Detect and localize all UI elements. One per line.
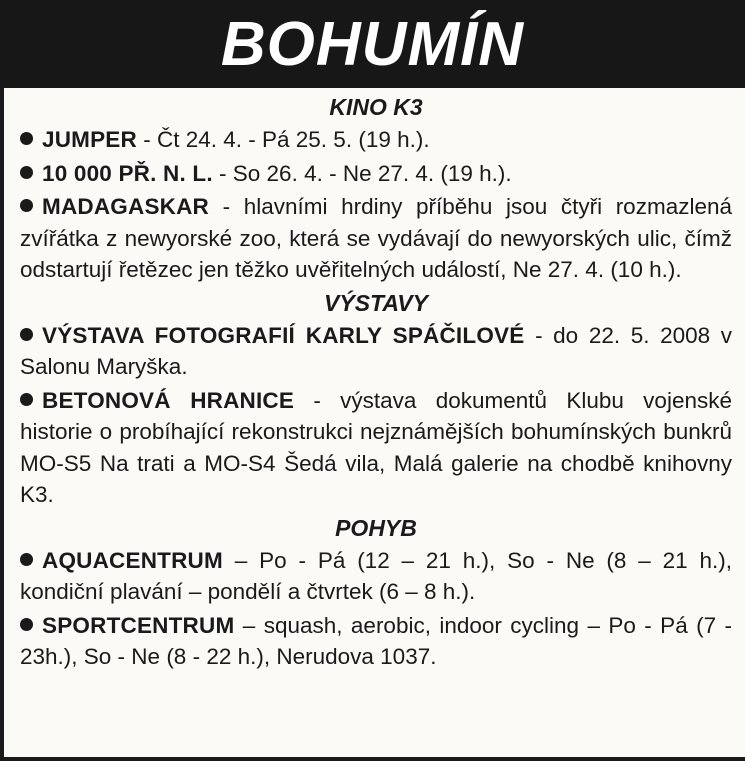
event-details: - So 26. 4. - Ne 27. 4. (19 h.). (212, 160, 512, 186)
list-item (20, 385, 732, 511)
listings (20, 92, 732, 675)
event-details: – Po - Pá (12 – 21 h.), So - Ne (8 – 21 h.), kondiční plavání – pondělí a čtvrtek (6 – 8 h.). (20, 547, 732, 604)
section-title: POHYB (335, 514, 417, 541)
event-details: - Čt 24. 4. - Pá 25. 5. (19 h.). (136, 127, 430, 152)
event-name: SPORTCENTRUM (42, 612, 235, 638)
event-name: MADAGASKAR (42, 194, 209, 219)
bullet-icon (20, 199, 33, 212)
event-name: VÝSTAVA FOTOGRAFIÍ KARLY SPÁČILOVÉ (42, 322, 525, 348)
list-item (20, 191, 732, 286)
header-bar (0, 0, 745, 88)
list-item (20, 545, 732, 608)
event-details: - výstava dokumentů Klubu vojenské historie o probíhající rekonstrukci nejznámějších bohumínských bunkrů MO-S5 Na trati a MO-S4 Šedá vila, Malá galerie na chodbě knihovny K3. (20, 387, 732, 507)
list-item (20, 124, 732, 156)
bullet-icon (20, 166, 33, 179)
event-name: JUMPER (42, 127, 137, 152)
section-pohyb (20, 513, 732, 673)
section-kino (20, 92, 732, 286)
list-item (20, 320, 732, 383)
section-vystavy (20, 288, 732, 511)
bullet-icon (20, 393, 33, 406)
section-title: KINO K3 (329, 94, 423, 120)
event-details: - do 22. 5. 2008 v Salonu Maryška. (20, 322, 733, 379)
list-item (20, 610, 732, 673)
bullet-icon (20, 132, 33, 145)
list-item (20, 158, 732, 190)
bullet-icon (20, 328, 33, 341)
event-name: AQUACENTRUM (42, 547, 223, 573)
event-name: 10 000 PŘ. N. L. (42, 160, 213, 186)
event-name: BETONOVÁ HRANICE (42, 387, 295, 413)
page-title: BOHUMÍN (220, 10, 525, 79)
bullet-icon (20, 618, 33, 631)
bullet-icon (20, 553, 33, 566)
section-title: VÝSTAVY (324, 289, 428, 316)
event-details: - hlavními hrdiny příběhu jsou čtyři rozmazlená zvířátka z newyorské zoo, která se vydávají do newyorských ulic, čímž odstartují řetězec jen těžko uvěřitelných událostí, Ne 27. 4. (10 h.). (20, 194, 732, 282)
event-details: – squash, aerobic, indoor cycling – Po - Pá (7 - 23h.), So - Ne (8 - 22 h.), Nerudova 1037. (20, 612, 732, 669)
